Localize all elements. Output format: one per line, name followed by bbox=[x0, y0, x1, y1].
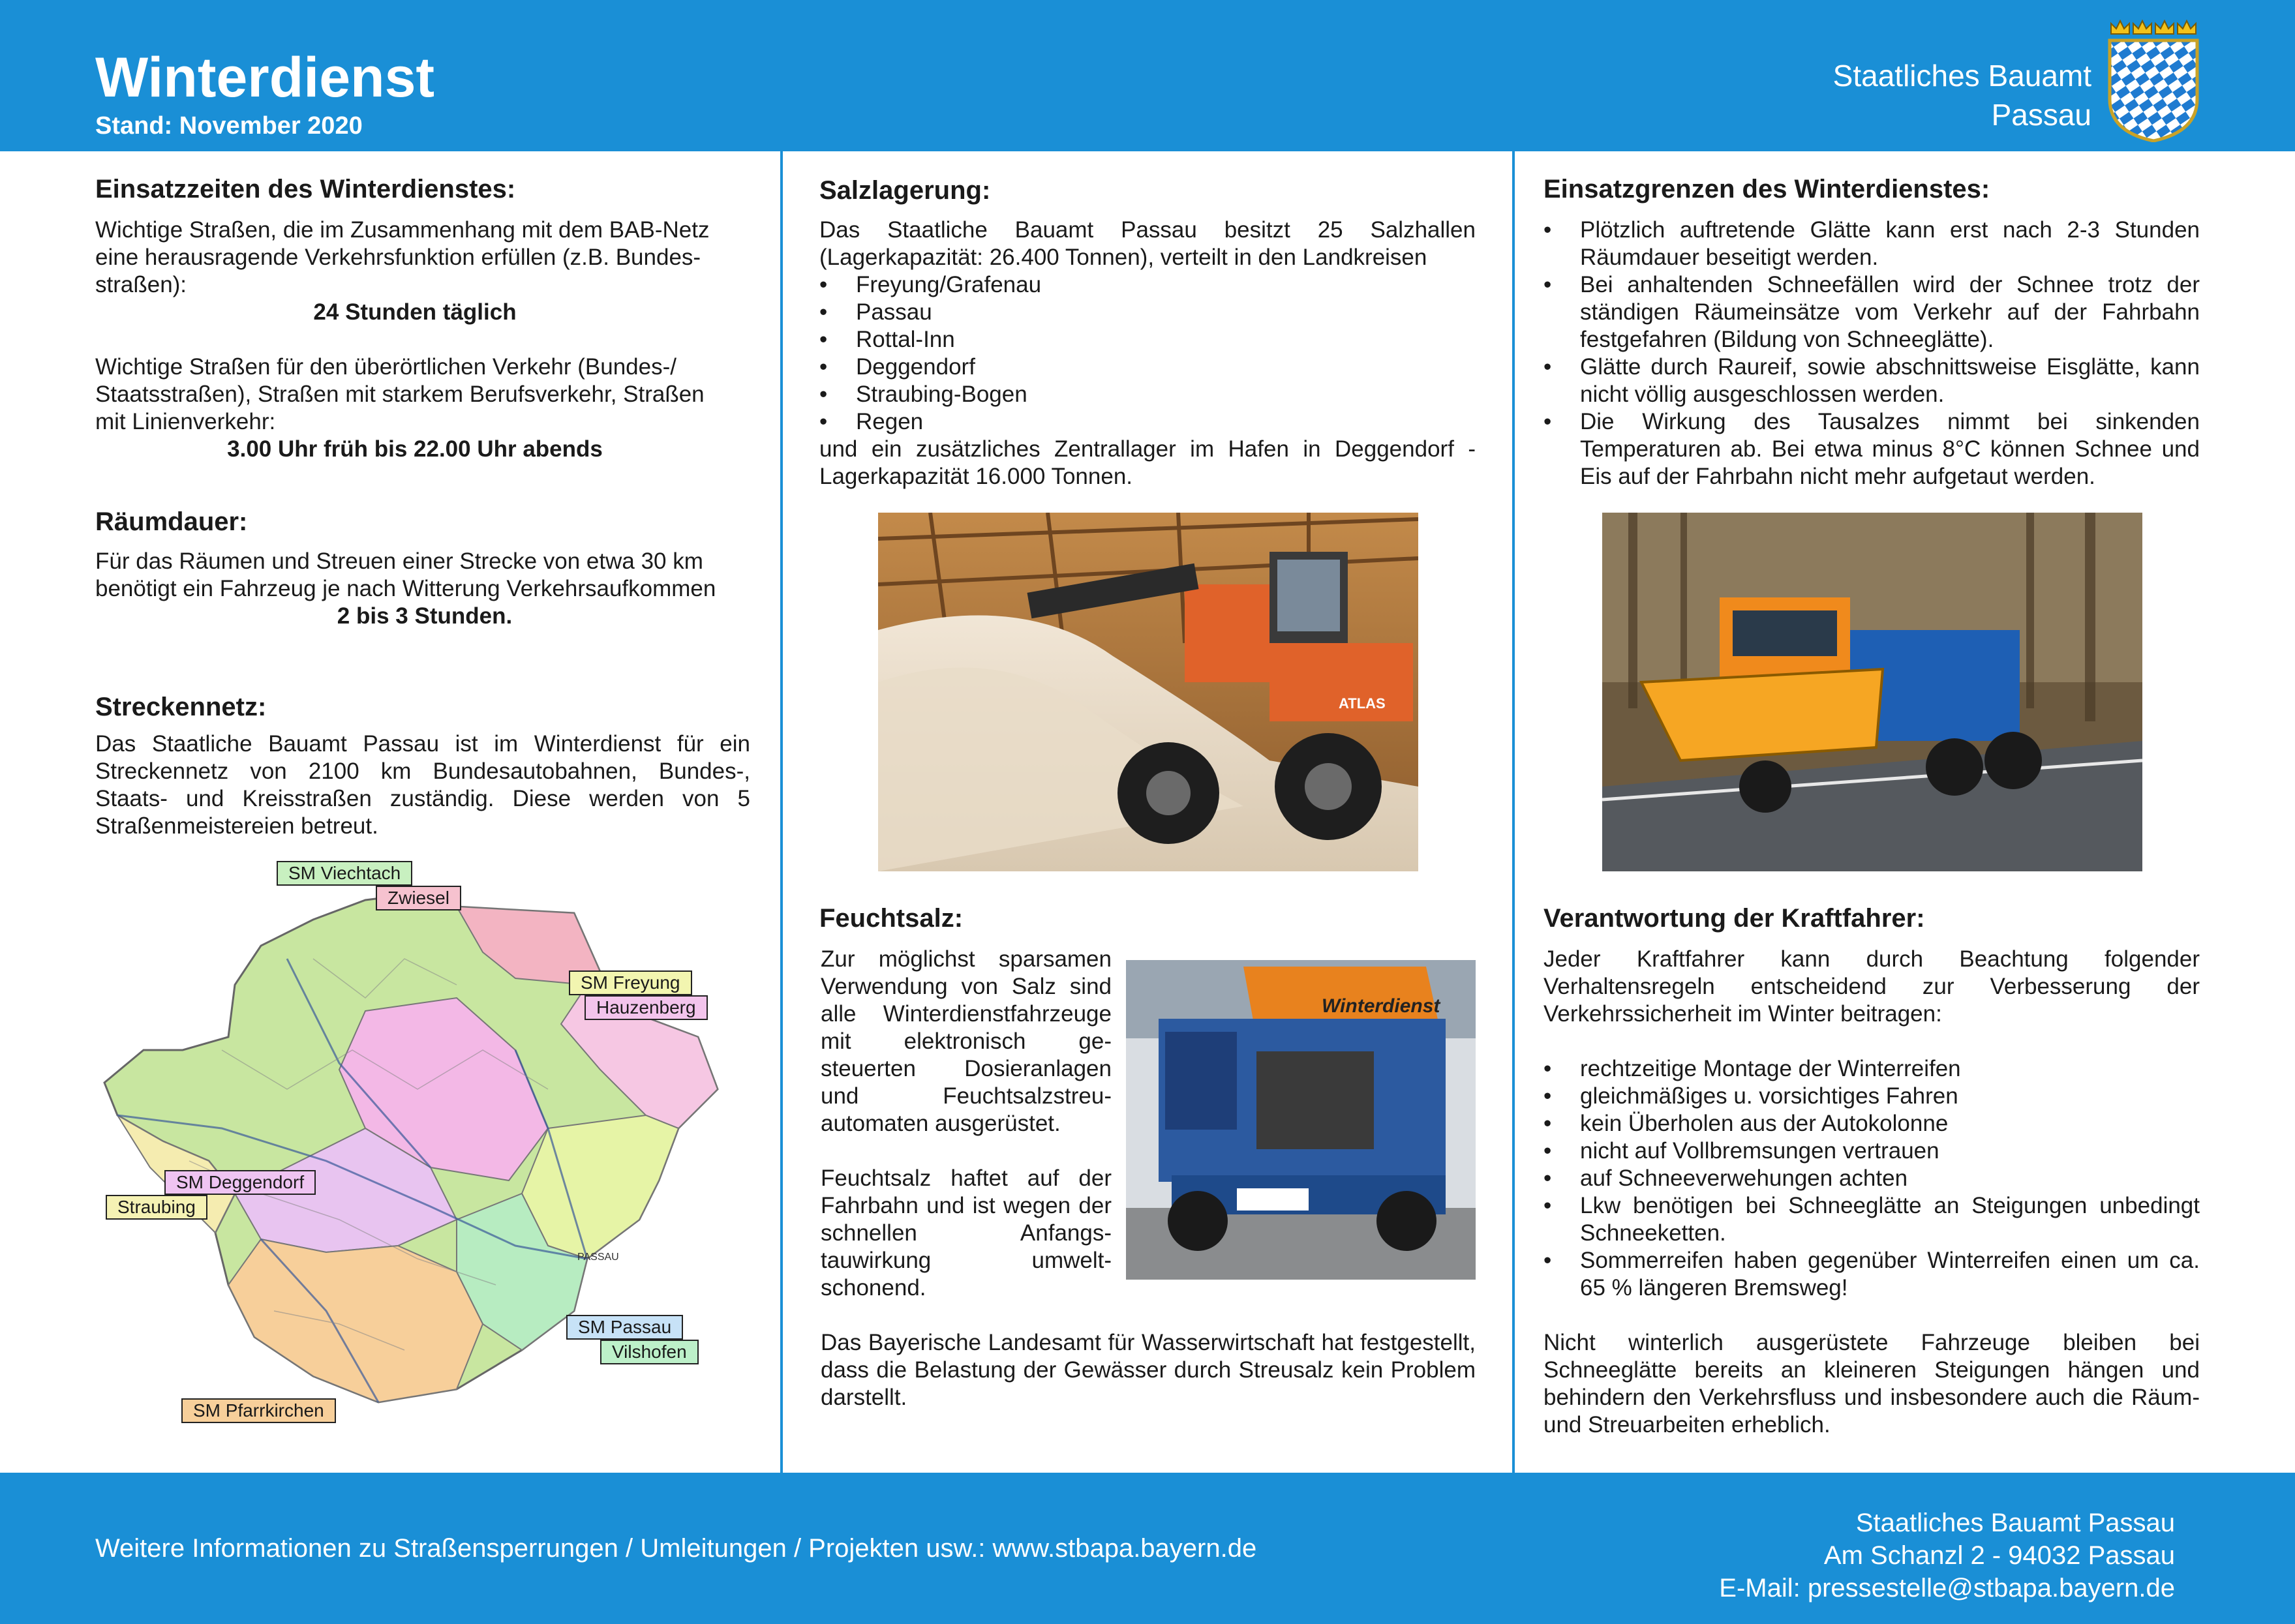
paragraph: Jeder Kraftfahrer kann durch Beachtung folgender Verhaltensregeln entscheidend zur Verbesserung der Verkehrssicherheit im Winter beitragen: bbox=[1543, 946, 2200, 1027]
list-item: • Lkw benötigen bei Schneeglätte an Steigungen unbedingt Schneeketten. bbox=[1543, 1192, 2200, 1247]
salt-hall-photo bbox=[878, 513, 1418, 871]
address-line-1: Staatliches Bauamt Passau bbox=[1855, 1509, 2175, 1537]
org-line-2: Passau bbox=[1991, 98, 2091, 132]
map-label-freyung: SM Freyung bbox=[569, 970, 692, 995]
limits-list bbox=[1543, 217, 2200, 490]
bavaria-crest-icon bbox=[2106, 14, 2201, 142]
page-title: Winterdienst bbox=[95, 46, 435, 109]
list-item: • Straubing-Bogen bbox=[819, 381, 1476, 408]
footer-bar bbox=[0, 1473, 2295, 1624]
list-item: • Passau bbox=[819, 299, 1476, 326]
loader-brand-label: ATLAS bbox=[1339, 695, 1386, 712]
map-label-passau: SM Passau bbox=[566, 1315, 683, 1340]
section-title-salzlagerung: Salzlagerung: bbox=[819, 176, 991, 205]
highlight-24h: 24 Stunden täglich bbox=[313, 299, 517, 325]
verantwortung-text bbox=[1543, 946, 2200, 1439]
rules-list bbox=[1543, 1055, 2200, 1302]
list-item: • Freyung/Grafenau bbox=[819, 271, 1476, 299]
list-item: • rechtzeitige Montage der Winterreifen bbox=[1543, 1055, 2200, 1083]
district-list bbox=[819, 271, 1476, 436]
list-item: • nicht auf Vollbremsungen vertrauen bbox=[1543, 1137, 2200, 1165]
footer-info-link[interactable]: Weitere Informationen zu Straßensperrungen / Umleitungen / Projekten usw.: www.stbapa.bayern.de bbox=[95, 1534, 1257, 1563]
list-item: • gleichmäßiges u. vorsichtiges Fahren bbox=[1543, 1083, 2200, 1110]
paragraph: Das Staatliche Bauamt Passau ist im Winterdienst für ein Streckennetz von 2100 km Bundesautobahnen, Bundes-, Staats- und Kreisstraßen zuständig. Diese werden von 5 Straßenmeistereien betreut. bbox=[95, 731, 750, 839]
truck-sign-label: Winterdienst bbox=[1322, 995, 1440, 1017]
column-divider bbox=[1512, 151, 1515, 1473]
map-label-hauzenberg: Hauzenberg bbox=[585, 995, 708, 1020]
org-line-1: Staatliches Bauamt bbox=[1832, 59, 2091, 93]
map-label-straubing: Straubing bbox=[106, 1195, 207, 1220]
list-item: • Bei anhaltenden Schneefällen wird der Schnee trotz der ständigen Räumeinsätze vom Verkehr auf der Fahrbahn festgefahren (Bildung von Schneeglätte). bbox=[1543, 271, 2200, 353]
einsatzzeiten-text bbox=[95, 217, 735, 463]
email-link[interactable]: E-Mail: pressestelle@stbapa.bayern.de bbox=[1719, 1574, 2175, 1602]
list-item: • Regen bbox=[819, 408, 1476, 436]
salzlagerung-text bbox=[819, 217, 1476, 490]
paragraph: und ein zusätzliches Zentrallager im Hafen in Deggendorf - Lagerkapazität 16.000 Tonnen. bbox=[819, 436, 1476, 489]
map-label-deggendorf: SM Deggendorf bbox=[164, 1170, 316, 1195]
organization-name bbox=[1833, 56, 2091, 134]
feuchtsalz-text-2 bbox=[821, 1329, 1476, 1411]
section-title-raeumdauer: Räumdauer: bbox=[95, 507, 248, 536]
map-label-vilshofen: Vilshofen bbox=[600, 1340, 699, 1364]
list-item: • kein Überholen aus der Autokolonne bbox=[1543, 1110, 2200, 1137]
plow-truck-photo bbox=[1602, 513, 2142, 871]
einsatzgrenzen-text bbox=[1543, 217, 2200, 490]
section-title-einsatzzeiten: Einsatzzeiten des Winterdienstes: bbox=[95, 175, 516, 203]
highlight-hours: 3.00 Uhr früh bis 22.00 Uhr abends bbox=[227, 436, 603, 462]
header-bar bbox=[0, 0, 2295, 151]
spreader-truck-photo bbox=[1126, 960, 1476, 1280]
paragraph: Für das Räumen und Streuen einer Strecke von etwa 30 km benötigt ein Fahrzeug je nach Witterung Verkehrsaufkommen bbox=[95, 549, 716, 601]
paragraph: Wichtige Straßen, die im Zusammenhang mit dem BAB-Netz eine herausragende Verkehrsfunktion erfüllen (z.B. Bundes-straßen): bbox=[95, 217, 710, 297]
list-item: • auf Schneeverwehungen achten bbox=[1543, 1165, 2200, 1192]
column-divider bbox=[780, 151, 783, 1473]
list-item: • Deggendorf bbox=[819, 353, 1476, 381]
feuchtsalz-text bbox=[821, 946, 1112, 1302]
page-subtitle: Stand: November 2020 bbox=[95, 112, 363, 140]
paragraph: Nicht winterlich ausgerüstete Fahrzeuge bleiben bei Schneeglätte bereits an kleineren Steigungen hängen und behindern den Verkehrsfluss und insbesondere auch die Räum- und Streuarbeiten erheblich. bbox=[1543, 1330, 2200, 1437]
paragraph: Feuchtsalz haftet auf der Fahrbahn und ist wegen der schnellen Anfangs-tauwirkung umwelt-schonend. bbox=[821, 1165, 1112, 1301]
footer-address bbox=[1719, 1507, 2175, 1604]
list-item: • Sommerreifen haben gegenüber Winterreifen einen um ca. 65 % längeren Bremsweg! bbox=[1543, 1247, 2200, 1302]
list-item: • Plötzlich auftretende Glätte kann erst nach 2-3 Stunden Räumdauer beseitigt werden. bbox=[1543, 217, 2200, 271]
paragraph: Zur möglichst sparsamen Verwendung von Salz sind alle Winterdienstfahrzeuge mit elektronisch ge-steuerten Dosieranlagen und Feuchtsalzstreu-automaten ausgerüstet. bbox=[821, 946, 1112, 1136]
list-item: • Glätte durch Raureif, sowie abschnittsweise Eisglätte, kann nicht völlig ausgeschlossen werden. bbox=[1543, 353, 2200, 408]
map-label-zwiesel: Zwiesel bbox=[376, 886, 461, 910]
raeumdauer-text bbox=[95, 548, 754, 630]
paragraph: Wichtige Straßen für den überörtlichen Verkehr (Bundes-/ Staatsstraßen), Straßen mit starkem Berufsverkehr, Straßen mit Linienverkehr: bbox=[95, 354, 705, 434]
paragraph: Das Staatliche Bauamt Passau besitzt 25 Salzhallen (Lagerkapazität: 26.400 Tonnen), verteilt in den Landkreisen bbox=[819, 217, 1476, 270]
paragraph: Das Bayerische Landesamt für Wasserwirtschaft hat festgestellt, dass die Belastung der Gewässer durch Streusalz kein Problem darstellt. bbox=[821, 1330, 1476, 1410]
section-title-feuchtsalz: Feuchtsalz: bbox=[819, 904, 964, 933]
list-item: • Die Wirkung des Tausalzes nimmt bei sinkenden Temperaturen ab. Bei etwa minus 8°C können Schnee und Eis auf der Fahrbahn nicht mehr aufgetaut werden. bbox=[1543, 408, 2200, 490]
streckennetz-text bbox=[95, 730, 750, 840]
map-city-label: PASSAU bbox=[577, 1252, 619, 1263]
list-item: • Rottal-Inn bbox=[819, 326, 1476, 353]
address-line-2: Am Schanzl 2 - 94032 Passau bbox=[1823, 1541, 2175, 1570]
map-label-viechtach: SM Viechtach bbox=[277, 861, 412, 886]
section-title-verantwortung: Verantwortung der Kraftfahrer: bbox=[1543, 904, 1925, 933]
map-label-pfarrkirchen: SM Pfarrkirchen bbox=[181, 1398, 336, 1423]
district-map bbox=[91, 854, 744, 1441]
highlight-duration: 2 bis 3 Stunden. bbox=[337, 603, 513, 629]
section-title-einsatzgrenzen: Einsatzgrenzen des Winterdienstes: bbox=[1543, 175, 1990, 203]
section-title-streckennetz: Streckennetz: bbox=[95, 693, 267, 721]
